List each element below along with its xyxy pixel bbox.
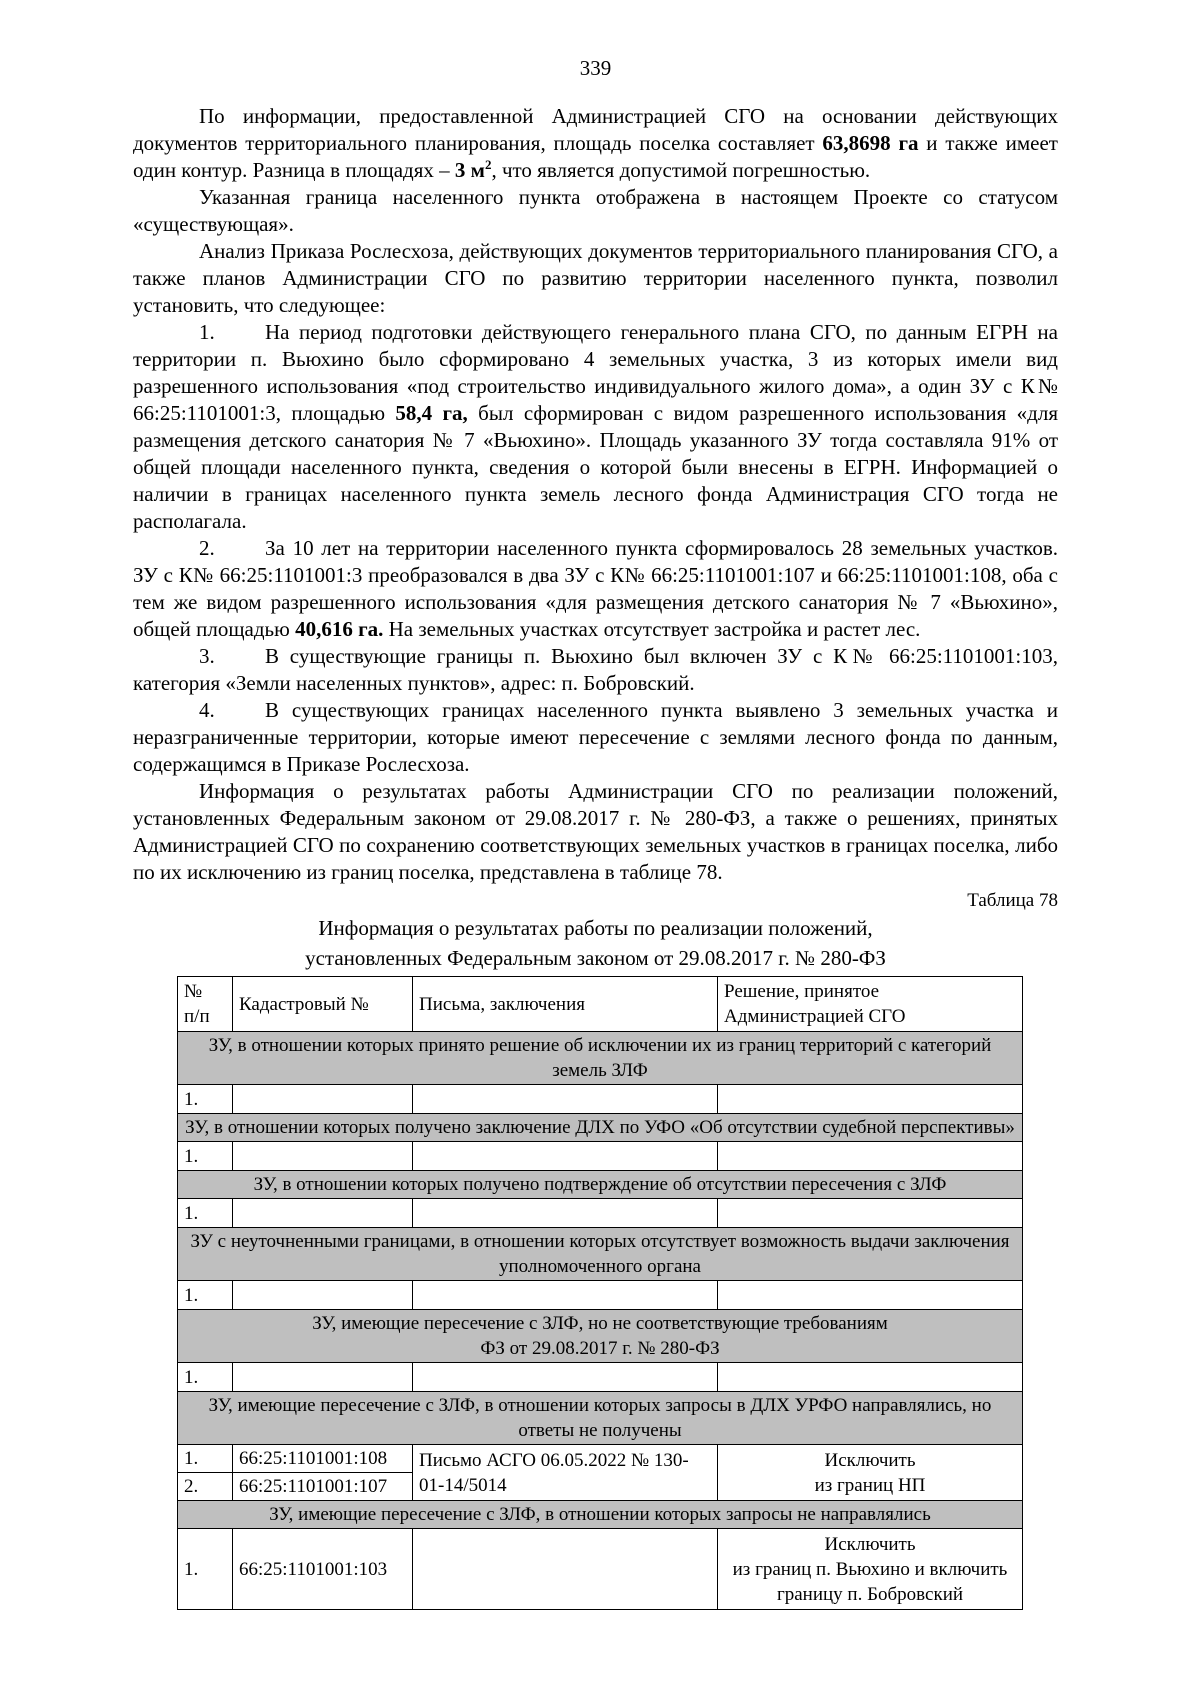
placeholder-row — [178, 1085, 1023, 1114]
list-item-3 — [133, 643, 1058, 697]
cell-decision: Исключить из границ п. Вьюхино и включить границу п. Бобровский — [718, 1529, 1023, 1610]
table-label: Таблица 78 — [967, 890, 1058, 911]
section-band-7: ЗУ, имеющие пересечение с ЗЛФ, в отношении которых запросы не направлялись — [178, 1501, 1023, 1529]
cell-cadastral-empty — [233, 1085, 413, 1114]
section-band-row — [178, 1171, 1023, 1199]
table-title-line-2: установленных Федеральным законом от 29.08.2017 г. № 280-ФЗ — [305, 946, 886, 970]
text-segment: За 10 лет на территории населенного пункта сформировалось 28 земельных участков. ЗУ с К№ 66:25:1101001:3 преобразовался в два ЗУ с К№ 66:25:1101001:107 и 66:25:1101001:108, оба с тем же видом разрешенного использования «для размещения детского санатория № 7 «Вьюхино», общей площадью — [133, 536, 1058, 641]
cell-decision-empty — [718, 1199, 1023, 1228]
paragraph-1 — [133, 103, 1058, 184]
cell-letters-empty — [413, 1085, 718, 1114]
cell-letters-empty — [413, 1529, 718, 1610]
item-number: 1. — [199, 320, 215, 344]
cell-num: 1. — [178, 1281, 233, 1310]
superscript: 2 — [484, 157, 492, 172]
cell-cadastral-empty — [233, 1142, 413, 1171]
section-band-4: ЗУ с неуточненными границами, в отношении которых отсутствует возможность выдачи заключения уполномоченного органа — [178, 1228, 1023, 1281]
cell-letters-empty — [413, 1363, 718, 1392]
bold-value-area: 58,4 га, — [395, 401, 468, 425]
table-row — [178, 1445, 1023, 1473]
cell-num: 2. — [178, 1473, 233, 1501]
section-band-2: ЗУ, в отношении которых получено заключение ДЛХ по УФО «Об отсутствии судебной перспективы» — [178, 1114, 1023, 1142]
section-band-3: ЗУ, в отношении которых получено подтверждение об отсутствии пересечения с ЗЛФ — [178, 1171, 1023, 1199]
paragraph-4: Информация о результатах работы Администрации СГО по реализации положений, установленных Федеральным законом от 29.08.2017 г. № 280-ФЗ, а также о решениях, принятых Администрацией СГО по сохранению соответствующих земельных участков в границах поселка, либо по их исключению из границ поселка, представлена в таблице 78. — [133, 779, 1058, 884]
text-segment: В существующих границах населенного пункта выявлено 3 земельных участка и неразграниченные территории, которые имеют пересечение с землями лесного фонда по данным, содержащимся в Приказе Рослесхоза. — [133, 698, 1058, 776]
cell-decision-empty — [718, 1281, 1023, 1310]
results-table — [177, 976, 1023, 1610]
section-band-5: ЗУ, имеющие пересечение с ЗЛФ, но не соответствующие требованиям ФЗ от 29.08.2017 г. № 280-ФЗ — [178, 1310, 1023, 1363]
placeholder-row — [178, 1363, 1023, 1392]
section-band-row — [178, 1310, 1023, 1363]
paragraph-3: Анализ Приказа Рослесхоза, действующих документов территориального планирования СГО, а также планов Администрации СГО по развитию территории населенного пункта, позволил установить, что следующее: — [133, 239, 1058, 317]
placeholder-row — [178, 1199, 1023, 1228]
table-header-row — [178, 977, 1023, 1032]
section-band-row — [178, 1114, 1023, 1142]
list-item-4 — [133, 697, 1058, 778]
item-number: 3. — [199, 644, 215, 668]
text-segment: и также имеет один контур. Разница в площадях – — [133, 131, 1058, 182]
placeholder-row — [178, 1281, 1023, 1310]
text-segment: На земельных участках отсутствует застройка и растет лес. — [383, 617, 921, 641]
cell-cadastral: 66:25:1101001:107 — [233, 1473, 413, 1501]
bold-value-area: 40,616 га. — [295, 617, 384, 641]
page-number: 339 — [579, 56, 612, 80]
cell-letters-empty — [413, 1142, 718, 1171]
cell-cadastral-empty — [233, 1199, 413, 1228]
section-band-row — [178, 1501, 1023, 1529]
cell-decision-empty — [718, 1142, 1023, 1171]
header-cell-letters: Письма, заключения — [413, 977, 718, 1032]
text-segment: , что является допустимой погрешностью. — [491, 158, 871, 182]
cell-cadastral-empty — [233, 1363, 413, 1392]
table-title-line-1: Информация о результатах работы по реализации положений, — [318, 916, 873, 940]
cell-num: 1. — [178, 1445, 233, 1473]
header-cell-decision: Решение, принятое Администрацией СГО — [718, 977, 1023, 1032]
cell-num: 1. — [178, 1363, 233, 1392]
cell-cadastral-empty — [233, 1281, 413, 1310]
section-band-row — [178, 1392, 1023, 1445]
list-item-2 — [133, 535, 1058, 643]
cell-decision-empty — [718, 1085, 1023, 1114]
cell-letters-empty — [413, 1281, 718, 1310]
list-item-1 — [133, 319, 1058, 535]
cell-decision: Исключить из границ НП — [718, 1445, 1023, 1501]
bold-value-area: 63,8698 га — [822, 131, 919, 155]
text-segment: был сформирован с видом разрешенного использования «для размещения детского санатория № 7 «Вьюхино». Площадь указанного ЗУ тогда составляла 91% от общей площади населенного пункта, сведения о которой были внесены в ЕГРН. Информацией о наличии в границах населенного пункта земель лесного фонда Администрация СГО тогда не располагала. — [133, 401, 1059, 533]
header-cell-num: № п/п — [178, 977, 233, 1032]
section-band-row — [178, 1032, 1023, 1085]
header-cell-cadastral: Кадастровый № — [233, 977, 413, 1032]
cell-num: 1. — [178, 1529, 233, 1610]
text-segment: По информации, предоставленной Администрацией СГО на основании действующих документов территориального планирования, площадь поселка составляет — [133, 104, 1058, 155]
bold-value-delta: 3 м — [454, 158, 485, 182]
placeholder-row — [178, 1142, 1023, 1171]
section-band-6: ЗУ, имеющие пересечение с ЗЛФ, в отношении которых запросы в ДЛХ УРФО направлялись, но ответы не получены — [178, 1392, 1023, 1445]
table-row — [178, 1529, 1023, 1610]
item-number: 4. — [199, 698, 215, 722]
text-segment: На период подготовки действующего генерального плана СГО, по данным ЕГРН на территории п. Вьюхино было сформировано 4 земельных участка, 3 из которых имели вид разрешенного использования «под строительство индивидуального жилого дома», а один ЗУ с К№ 66:25:1101001:3, площадью — [133, 320, 1058, 425]
item-number: 2. — [199, 536, 215, 560]
cell-decision-empty — [718, 1363, 1023, 1392]
cell-num: 1. — [178, 1085, 233, 1114]
cell-num: 1. — [178, 1142, 233, 1171]
cell-letters-empty — [413, 1199, 718, 1228]
cell-cadastral: 66:25:1101001:103 — [233, 1529, 413, 1610]
text-segment: В существующие границы п. Вьюхино был включен ЗУ с К№ 66:25:1101001:103, категория «Земли населенных пунктов», адрес: п. Бобровский. — [133, 644, 1058, 695]
cell-cadastral: 66:25:1101001:108 — [233, 1445, 413, 1473]
section-band-1: ЗУ, в отношении которых принято решение об исключении их из границ территорий с категорий земель ЗЛФ — [178, 1032, 1023, 1085]
section-band-row — [178, 1228, 1023, 1281]
cell-letter: Письмо АСГО 06.05.2022 № 130-01-14/5014 — [413, 1445, 718, 1501]
paragraph-2: Указанная граница населенного пункта отображена в настоящем Проекте со статусом «существующая». — [133, 185, 1058, 236]
cell-num: 1. — [178, 1199, 233, 1228]
